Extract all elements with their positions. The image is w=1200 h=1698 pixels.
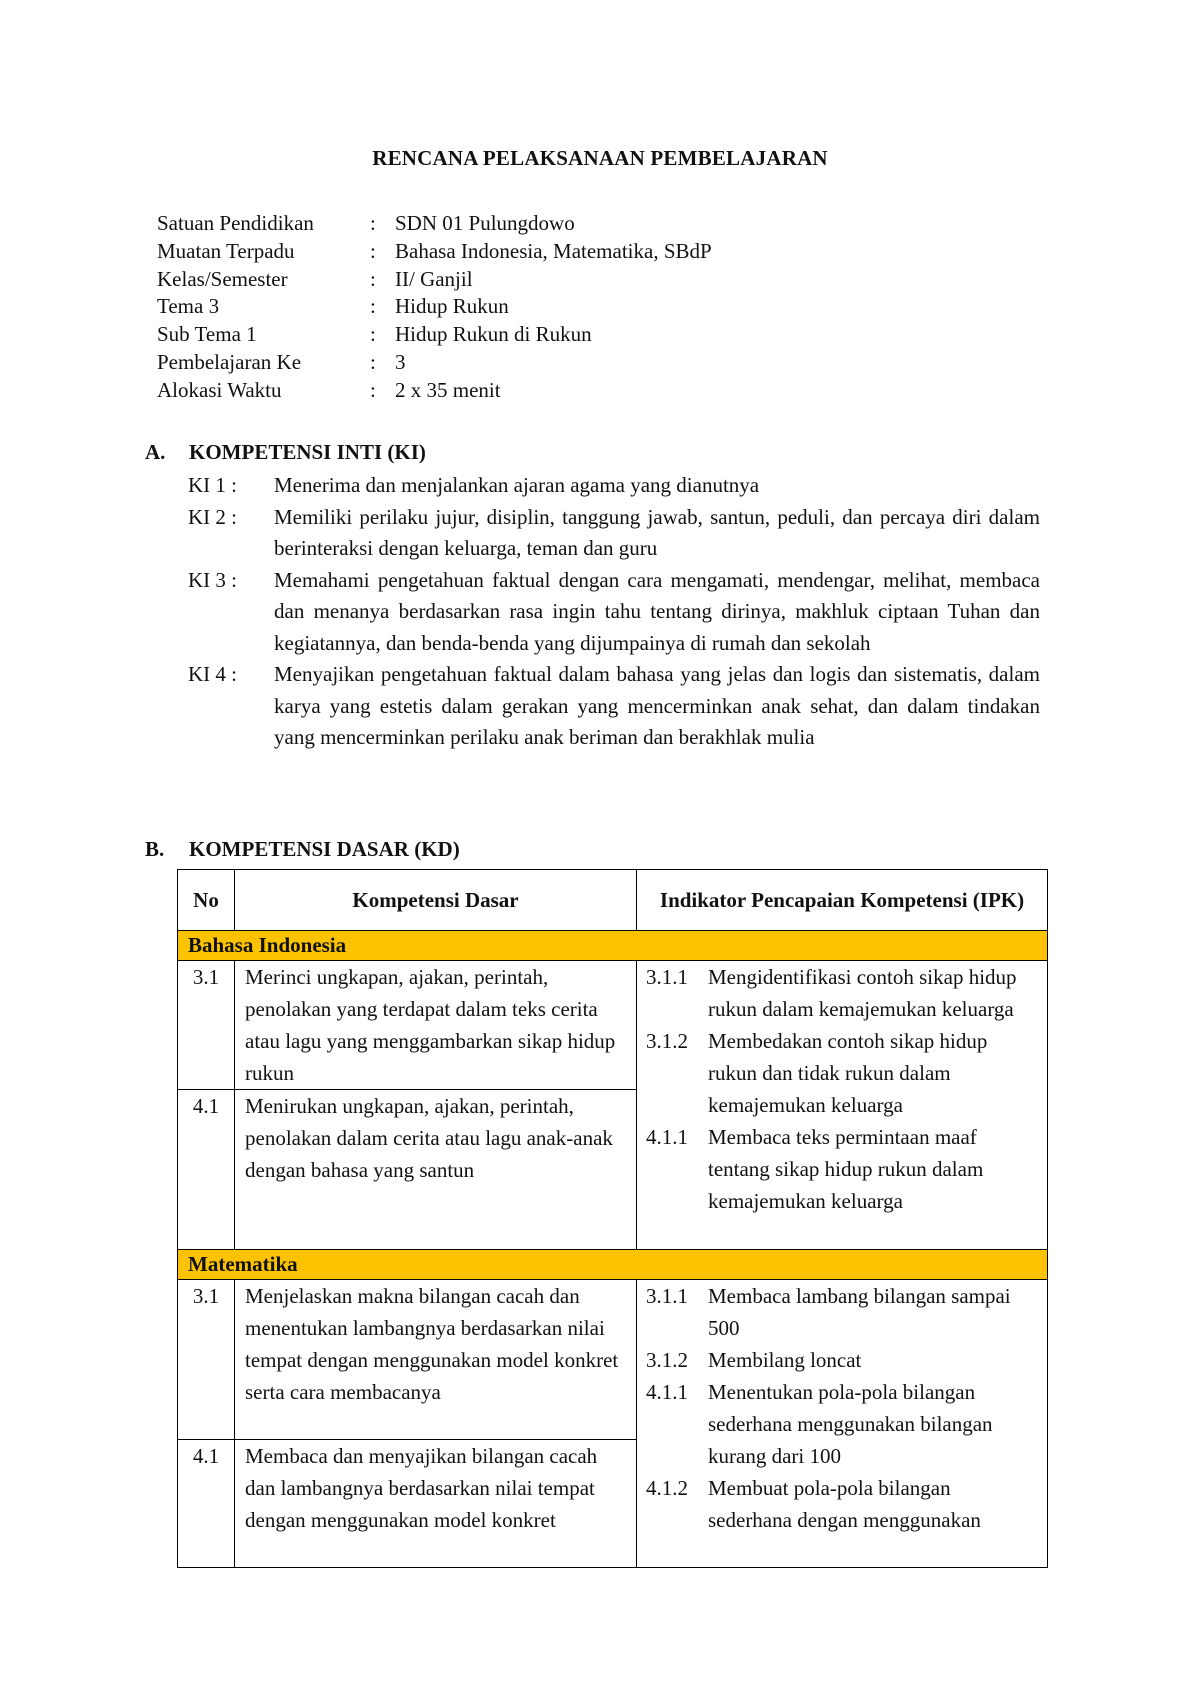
identity-colon: :	[370, 211, 376, 235]
kd-number: 4.1	[178, 1090, 235, 1250]
ki-code: KI 2 :	[188, 504, 237, 529]
ipk-code: 3.1.2	[646, 1348, 688, 1372]
ipk-code: 4.1.2	[646, 1476, 688, 1500]
identity-colon: :	[370, 322, 376, 347]
identity-label: Muatan Terpadu	[157, 238, 295, 263]
ipk-item	[646, 1025, 1039, 1121]
section-b-heading	[145, 837, 460, 862]
kd-number: 3.1	[178, 1280, 235, 1440]
kd-number: 4.1	[178, 1440, 235, 1568]
identity-colon: :	[370, 377, 376, 402]
identity-label: Alokasi Waktu	[157, 377, 282, 402]
identity-row	[157, 321, 1057, 349]
subject-label: Matematika	[178, 1250, 1048, 1280]
ipk-code: 3.1.1	[646, 965, 688, 989]
ki-code: KI 4 :	[188, 662, 237, 686]
ipk-cell	[637, 1280, 1048, 1568]
identity-label: Sub Tema 1	[157, 322, 257, 347]
kd-text: Membaca dan menyajikan bilangan cacah dan lambangnya berdasarkan nilai tempat dengan menggunakan model konkret	[235, 1440, 637, 1568]
section-title: KOMPETENSI DASAR (KD)	[189, 837, 460, 861]
ki-text: Memahami pengetahuan faktual dengan cara mengamati, mendengar, melihat, membaca dan menanya berdasarkan rasa ingin tahu tentang dirinya, makhluk ciptaan Tuhan dan kegiatannya, dan benda-benda yang dijumpainya di rumah dan sekolah	[274, 567, 1040, 655]
ki-code: KI 1 :	[188, 473, 237, 497]
ki-code: KI 3 :	[188, 567, 237, 592]
kd-text: Merinci ungkapan, ajakan, perintah, penolakan yang terdapat dalam teks cerita atau lagu yang menggambarkan sikap hidup rukun	[235, 961, 637, 1090]
subject-label: Bahasa Indonesia	[178, 931, 1048, 961]
section-letter: B.	[145, 837, 165, 861]
identity-row	[157, 293, 1057, 321]
identity-colon: :	[370, 294, 376, 319]
ki-item	[188, 565, 1040, 660]
document-title: RENCANA PELAKSANAAN PEMBELAJARAN	[372, 146, 828, 170]
ipk-code: 3.1.1	[646, 1284, 688, 1308]
ipk-item	[646, 1121, 1039, 1217]
ki-list	[188, 470, 1040, 754]
identity-label: Pembelajaran Ke	[157, 349, 302, 374]
ki-text: Memiliki perilaku jujur, disiplin, tanggung jawab, santun, peduli, dan percaya diri dalam berinteraksi dengan keluarga, teman dan guru	[274, 504, 1040, 560]
table-row	[178, 961, 1048, 1090]
kd-table	[177, 869, 1048, 1568]
ipk-item	[646, 1344, 1039, 1376]
section-letter: A.	[145, 440, 166, 464]
ipk-item	[646, 961, 1039, 1025]
column-header-ipk: Indikator Pencapaian Kompetensi (IPK)	[637, 870, 1048, 931]
kd-text: Menjelaskan makna bilangan cacah dan menentukan lambangnya berdasarkan nilai tempat dengan menggunakan model konkret serta cara membacanya	[235, 1280, 637, 1440]
ipk-text: Membaca teks permintaan maaf tentang sikap hidup rukun dalam kemajemukan keluarga	[708, 1125, 984, 1213]
ipk-item	[646, 1280, 1039, 1344]
ipk-text: Menentukan pola-pola bilangan sederhana menggunakan bilangan kurang dari 100	[708, 1380, 993, 1468]
identity-label: Tema 3	[157, 294, 220, 319]
table-header-row	[178, 870, 1048, 931]
identity-value: Bahasa Indonesia, Matematika, SBdP	[395, 238, 712, 263]
identity-label: Kelas/Semester	[157, 266, 288, 291]
ipk-text: Membilang loncat	[708, 1348, 862, 1372]
identity-row	[157, 238, 1057, 266]
identity-value: Hidup Rukun	[395, 294, 509, 319]
table-row	[178, 1280, 1048, 1440]
identity-value: 3	[395, 349, 406, 374]
identity-value: SDN 01 Pulungdowo	[395, 211, 575, 235]
ipk-item	[646, 1472, 1039, 1536]
ki-item	[188, 659, 1040, 754]
ipk-code: 3.1.2	[646, 1029, 688, 1053]
ipk-code: 4.1.1	[646, 1125, 688, 1149]
identity-row	[157, 349, 1057, 377]
section-title: KOMPETENSI INTI (KI)	[189, 440, 426, 464]
ipk-text: Membedakan contoh sikap hidup rukun dan tidak rukun dalam kemajemukan keluarga	[708, 1029, 988, 1117]
ipk-cell	[637, 961, 1048, 1250]
section-a-heading	[145, 440, 426, 465]
identity-row	[157, 210, 1057, 238]
ki-text: Menerima dan menjalankan ajaran agama yang dianutnya	[274, 473, 760, 497]
identity-row	[157, 377, 1057, 405]
identity-block	[157, 210, 1057, 405]
ki-text: Menyajikan pengetahuan faktual dalam bahasa yang jelas dan logis dan sistematis, dalam karya yang estetis dalam gerakan yang mencerminkan anak sehat, dan dalam tindakan yang mencerminkan perilaku anak beriman dan berakhlak mulia	[274, 662, 1040, 749]
ipk-text: Membuat pola-pola bilangan sederhana dengan menggunakan	[708, 1476, 981, 1532]
ipk-text: Membaca lambang bilangan sampai 500	[708, 1284, 1011, 1340]
column-header-no: No	[178, 870, 235, 931]
ipk-code: 4.1.1	[646, 1380, 688, 1404]
identity-colon: :	[370, 266, 376, 291]
identity-row	[157, 266, 1057, 294]
ki-item	[188, 470, 1040, 502]
ki-item	[188, 502, 1040, 565]
kd-text: Menirukan ungkapan, ajakan, perintah, penolakan dalam cerita atau lagu anak-anak dengan bahasa yang santun	[235, 1090, 637, 1250]
identity-value: II/ Ganjil	[395, 266, 473, 291]
identity-label: Satuan Pendidikan	[157, 211, 314, 235]
ipk-item	[646, 1376, 1039, 1472]
identity-colon: :	[370, 349, 376, 374]
column-header-kd: Kompetensi Dasar	[235, 870, 637, 931]
kd-number: 3.1	[178, 961, 235, 1090]
ipk-text: Mengidentifikasi contoh sikap hidup rukun dalam kemajemukan keluarga	[708, 965, 1017, 1021]
identity-colon: :	[370, 238, 376, 263]
subject-row	[178, 931, 1048, 961]
identity-value: Hidup Rukun di Rukun	[395, 322, 592, 347]
subject-row	[178, 1250, 1048, 1280]
identity-value: 2 x 35 menit	[395, 377, 501, 402]
